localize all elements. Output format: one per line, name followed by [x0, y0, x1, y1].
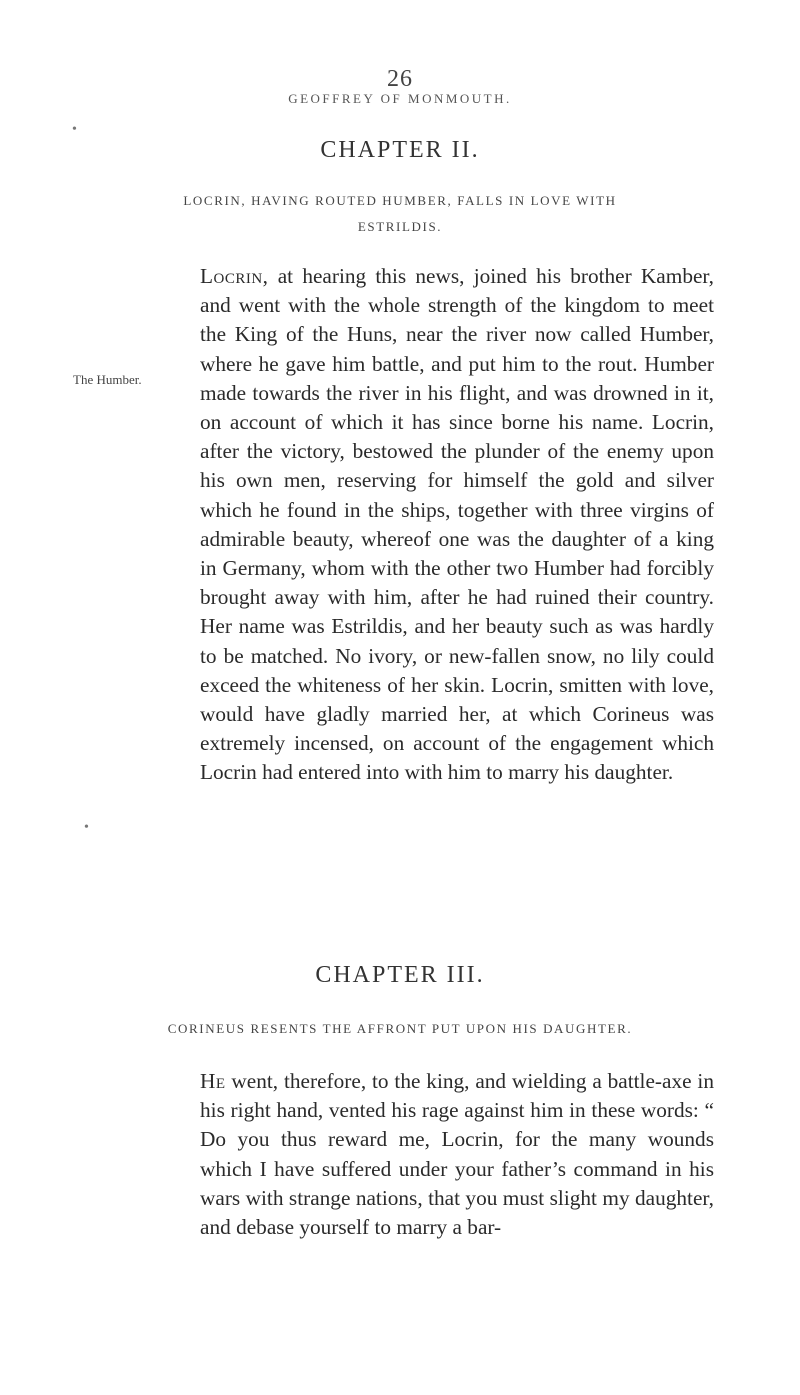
chapter-iii-heading: CHAPTER III.	[315, 962, 485, 988]
page-number: 26	[387, 66, 413, 92]
page-mark: •	[72, 122, 77, 137]
chapter-ii-heading: CHAPTER II.	[320, 137, 480, 163]
chapter-ii-summary: LOCRIN, HAVING ROUTED HUMBER, FALLS IN LOVE WITH ESTRILDIS.	[183, 193, 617, 234]
chapter-iii-text: went, therefore, to the king, and wielding a battle-axe in his right hand, vented his rage against him in these words: “ Do you thus reward me, Locrin, for the many wounds which I have suffered under your father’s command in his wars with strange nations, that you must slight my daughter, and debase yourself to marry a bar-	[200, 1069, 714, 1240]
running-head: GEOFFREY OF MONMOUTH.	[288, 91, 512, 106]
chapter-iii-summary: CORINEUS RESENTS THE AFFRONT PUT UPON HIS DAUGHTER.	[167, 1021, 633, 1036]
chapter-ii-body	[200, 262, 714, 788]
chapter-iii-lead-word: He	[200, 1069, 226, 1093]
chapter-ii-lead-word: Locrin,	[200, 264, 269, 288]
page-mark: •	[84, 820, 89, 835]
chapter-ii-text: at hearing this news, joined his brother Kamber, and went with the whole strength of the kingdom to meet the King of the Huns, near the river now called Humber, where he gave him battle, and put him to the rout. Humber made towards the river in his flight, and was drowned in it, on account of which it has since borne his name. Locrin, after the victory, bestowed the plunder of the enemy upon his own men, reserving for himself the gold and silver which he found in the ships, together with three virgins of admirable beauty, whereof one was the daughter of a king in Germany, whom with the other two Humber had forcibly brought away with him, after he had ruined their country. Her name was Estrildis, and her beauty such as was hardly to be matched. No ivory, or new-fallen snow, no lily could exceed the whiteness of her skin. Locrin, smitten with love, would have gladly married her, at which Corineus was extremely incensed, on account of the engagement which Locrin had entered into with him to marry his daughter.	[200, 264, 714, 785]
marginal-note-humber: The Humber.	[73, 372, 142, 387]
chapter-iii-body	[200, 1067, 714, 1242]
